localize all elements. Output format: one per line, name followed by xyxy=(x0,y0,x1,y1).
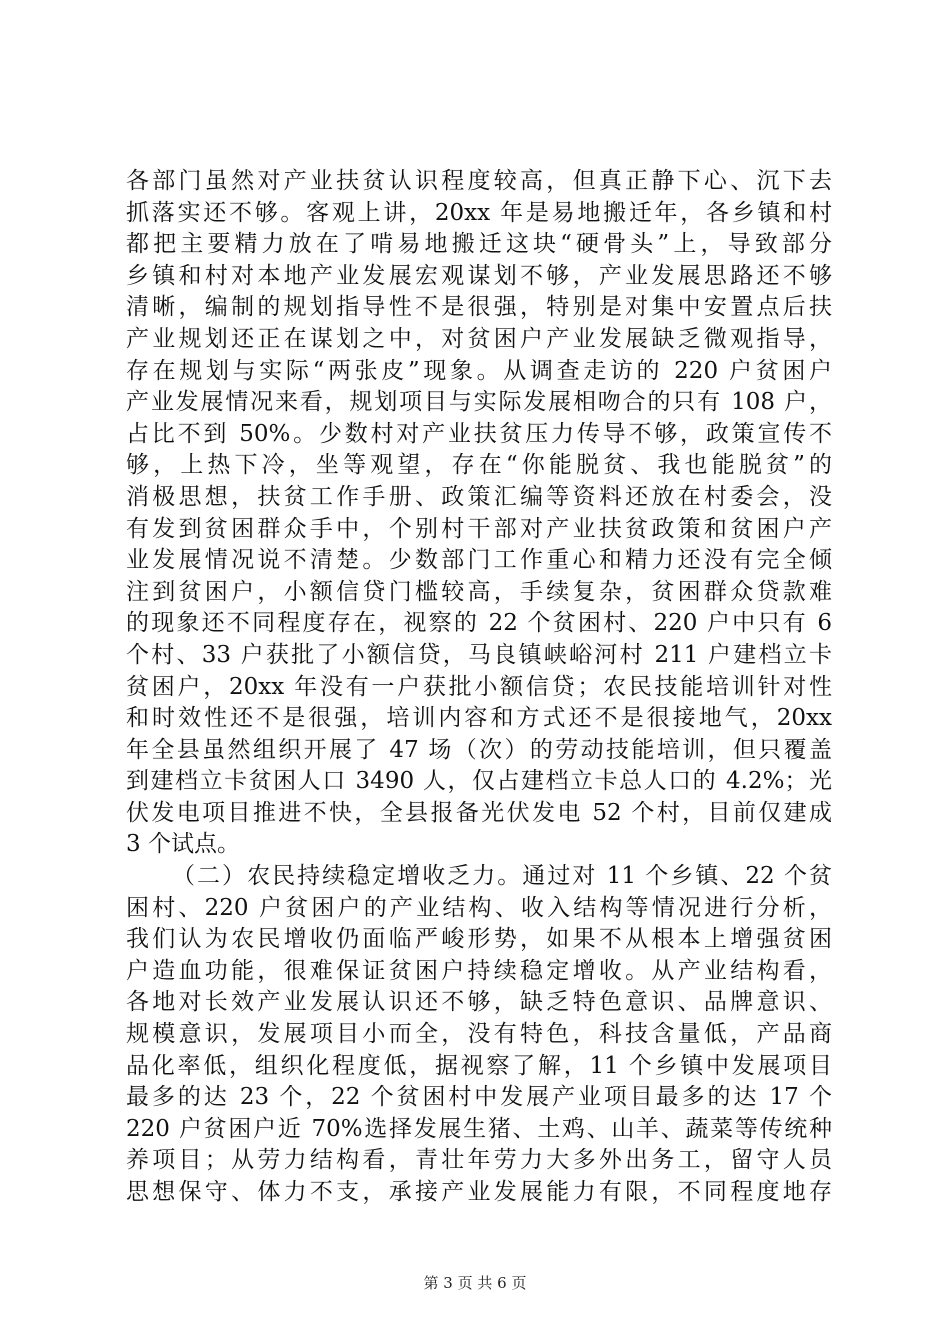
text-line: 存在规划与实际“两张皮”现象。从调查走访的 220 户贫困户 xyxy=(126,357,832,384)
text-line: 思想保守、体力不支，承接产业发展能力有限，不同程度地存 xyxy=(126,1179,832,1205)
text-line: 伏发电项目推进不快，全县报备光伏发电 52 个村，目前仅建成 xyxy=(126,799,832,826)
text-line: 个村、33 户获批了小额信贷，马良镇峡峪河村 211 户建档立卡 xyxy=(126,641,832,668)
text-line: 规模意识，发展项目小而全，没有特色，科技含量低，产品商 xyxy=(126,1021,832,1048)
text-line: 够，上热下冷，坐等观望，存在“你能脱贫、我也能脱贫”的 xyxy=(126,452,832,479)
text-line: 220 户贫困户近 70%选择发展生猪、土鸡、山羊、蔬菜等传统种 xyxy=(126,1115,832,1142)
text-line: 年全县虽然组织开展了 47 场（次）的劳动技能培训，但只覆盖 xyxy=(126,736,832,763)
text-line: 业发展情况说不清楚。少数部门工作重心和精力还没有完全倾 xyxy=(126,547,832,574)
text-line: 和时效性还不是很强，培训内容和方式还不是很接地气，20xx xyxy=(126,705,832,732)
text-line: 有发到贫困群众手中，个别村干部对产业扶贫政策和贫困户产 xyxy=(126,515,832,542)
body-text xyxy=(126,166,832,1209)
section-heading-line: （二）农民持续稳定增收乏力。通过对 11 个乡镇、22 个贫 xyxy=(172,863,832,890)
text-line: 困村、220 户贫困户的产业结构、收入结构等情况进行分析， xyxy=(126,894,832,921)
text-line: 各地对长效产业发展认识还不够，缺乏特色意识、品牌意识、 xyxy=(126,989,832,1016)
paragraph-end-line: 3 个试点。 xyxy=(126,831,240,858)
text-line: 都把主要精力放在了啃易地搬迁这块“硬骨头”上，导致部分 xyxy=(126,231,832,258)
text-line: 注到贫困户，小额信贷门槛较高，手续复杂，贫困群众贷款难 xyxy=(126,578,832,605)
text-line: 品化率低，组织化程度低，据视察了解，11 个乡镇中发展项目 xyxy=(126,1052,832,1079)
text-line: 清晰，编制的规划指导性不是很强，特别是对集中安置点后扶 xyxy=(126,294,832,321)
text-line: 占比不到 50%。少数村对产业扶贫压力传导不够，政策宣传不 xyxy=(126,420,832,447)
text-line: 贫困户，20xx 年没有一户获批小额信贷；农民技能培训针对性 xyxy=(126,673,832,700)
text-line: 养项目；从劳力结构看，青壮年劳力大多外出务工，留守人员 xyxy=(126,1147,832,1174)
text-line: 产业发展情况来看，规划项目与实际发展相吻合的只有 108 户， xyxy=(126,389,832,416)
text-line: 消极思想，扶贫工作手册、政策汇编等资料还放在村委会，没 xyxy=(126,483,832,510)
text-line: 户造血功能，很难保证贫困户持续稳定增收。从产业结构看， xyxy=(126,957,832,984)
text-line: 到建档立卡贫困人口 3490 人，仅占建档立卡总人口的 4.2%；光 xyxy=(126,768,832,795)
text-line: 乡镇和村对本地产业发展宏观谋划不够，产业发展思路还不够 xyxy=(126,262,832,289)
text-line: 我们认为农民增收仍面临严峻形势，如果不从根本上增强贫困 xyxy=(126,926,832,953)
text-line: 的现象还不同程度存在，视察的 22 个贫困村、220 户中只有 6 xyxy=(126,610,832,637)
text-line: 产业规划还正在谋划之中，对贫困户产业发展缺乏微观指导， xyxy=(126,325,832,352)
text-line: 抓落实还不够。客观上讲，20xx 年是易地搬迁年，各乡镇和村 xyxy=(126,199,832,226)
page-number-footer: 第 3 页 共 6 页 xyxy=(423,1274,527,1292)
text-line: 最多的达 23 个，22 个贫困村中发展产业项目最多的达 17 个 xyxy=(126,1084,832,1111)
text-line: 各部门虽然对产业扶贫认识程度较高，但真正静下心、沉下去 xyxy=(126,168,832,194)
